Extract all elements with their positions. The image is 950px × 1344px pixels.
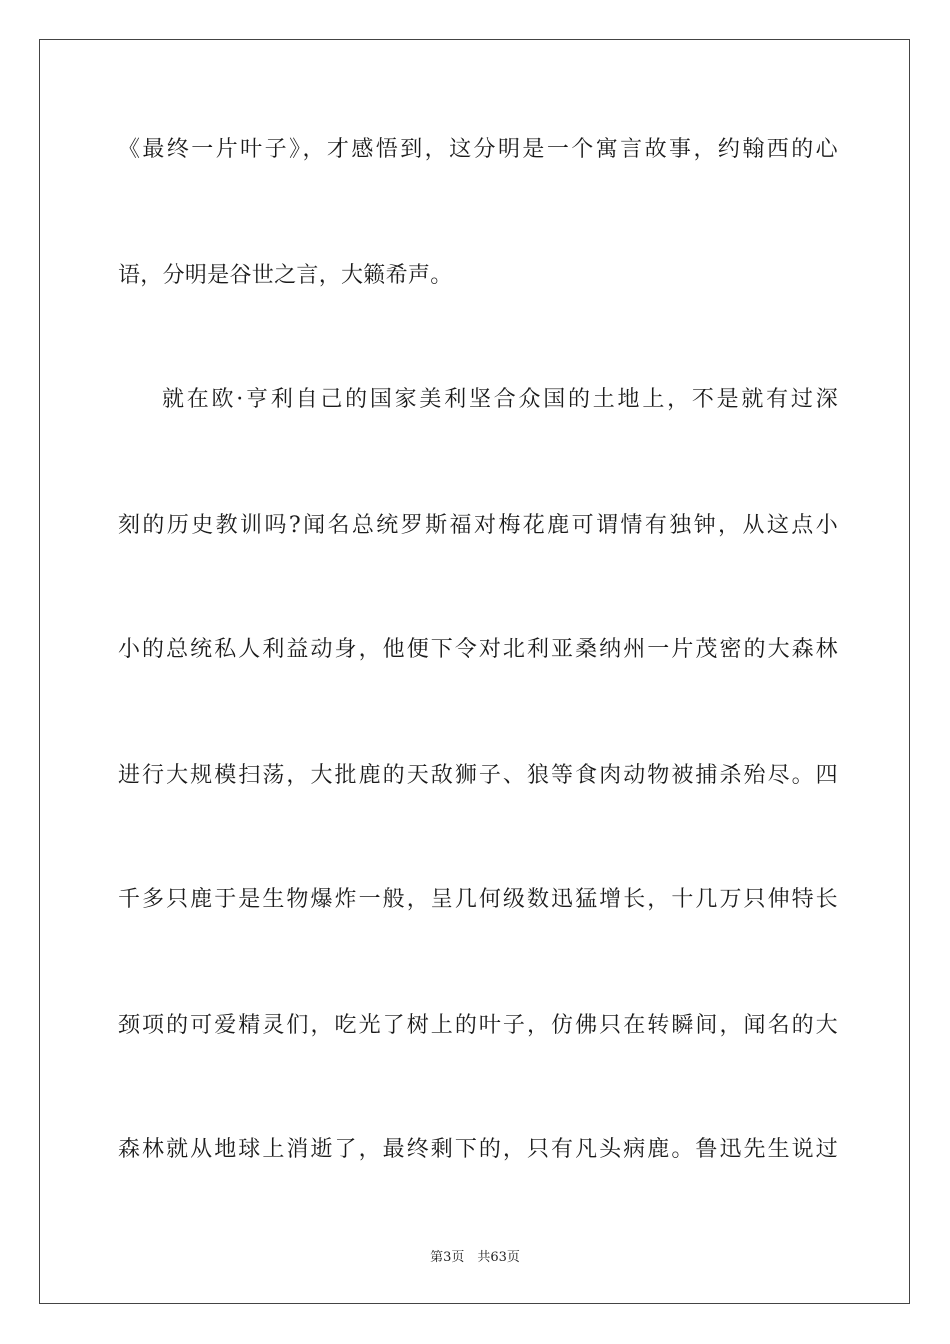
text-line: 《最终一片叶子》，才感悟到，这分明是一个寓言故事，约翰西的心 <box>118 137 838 162</box>
page-border <box>39 39 910 1304</box>
text-line: 语，分明是谷世之言，大籁希声。 <box>118 263 453 288</box>
text-line: 刻的历史教训吗?闻名总统罗斯福对梅花鹿可谓情有独钟，从这点小 <box>118 513 838 538</box>
page-number: 第3页 共63页 <box>430 1250 520 1265</box>
text-line: 就在欧·亨利自己的国家美利坚合众国的土地上，不是就有过深 <box>162 387 838 412</box>
text-line: 颈项的可爱精灵们，吃光了树上的叶子，仿佛只在转瞬间，闻名的大 <box>118 1013 838 1038</box>
text-line: 森林就从地球上消逝了，最终剩下的，只有凡头病鹿。鲁迅先生说过 <box>118 1137 838 1162</box>
text-line: 进行大规模扫荡，大批鹿的天敌狮子、狼等食肉动物被捕杀殆尽。四 <box>118 763 838 788</box>
text-line: 小的总统私人利益动身，他便下令对北利亚桑纳州一片茂密的大森林 <box>118 637 838 662</box>
text-line: 千多只鹿于是生物爆炸一般，呈几何级数迅猛增长，十几万只伸特长 <box>118 887 838 912</box>
